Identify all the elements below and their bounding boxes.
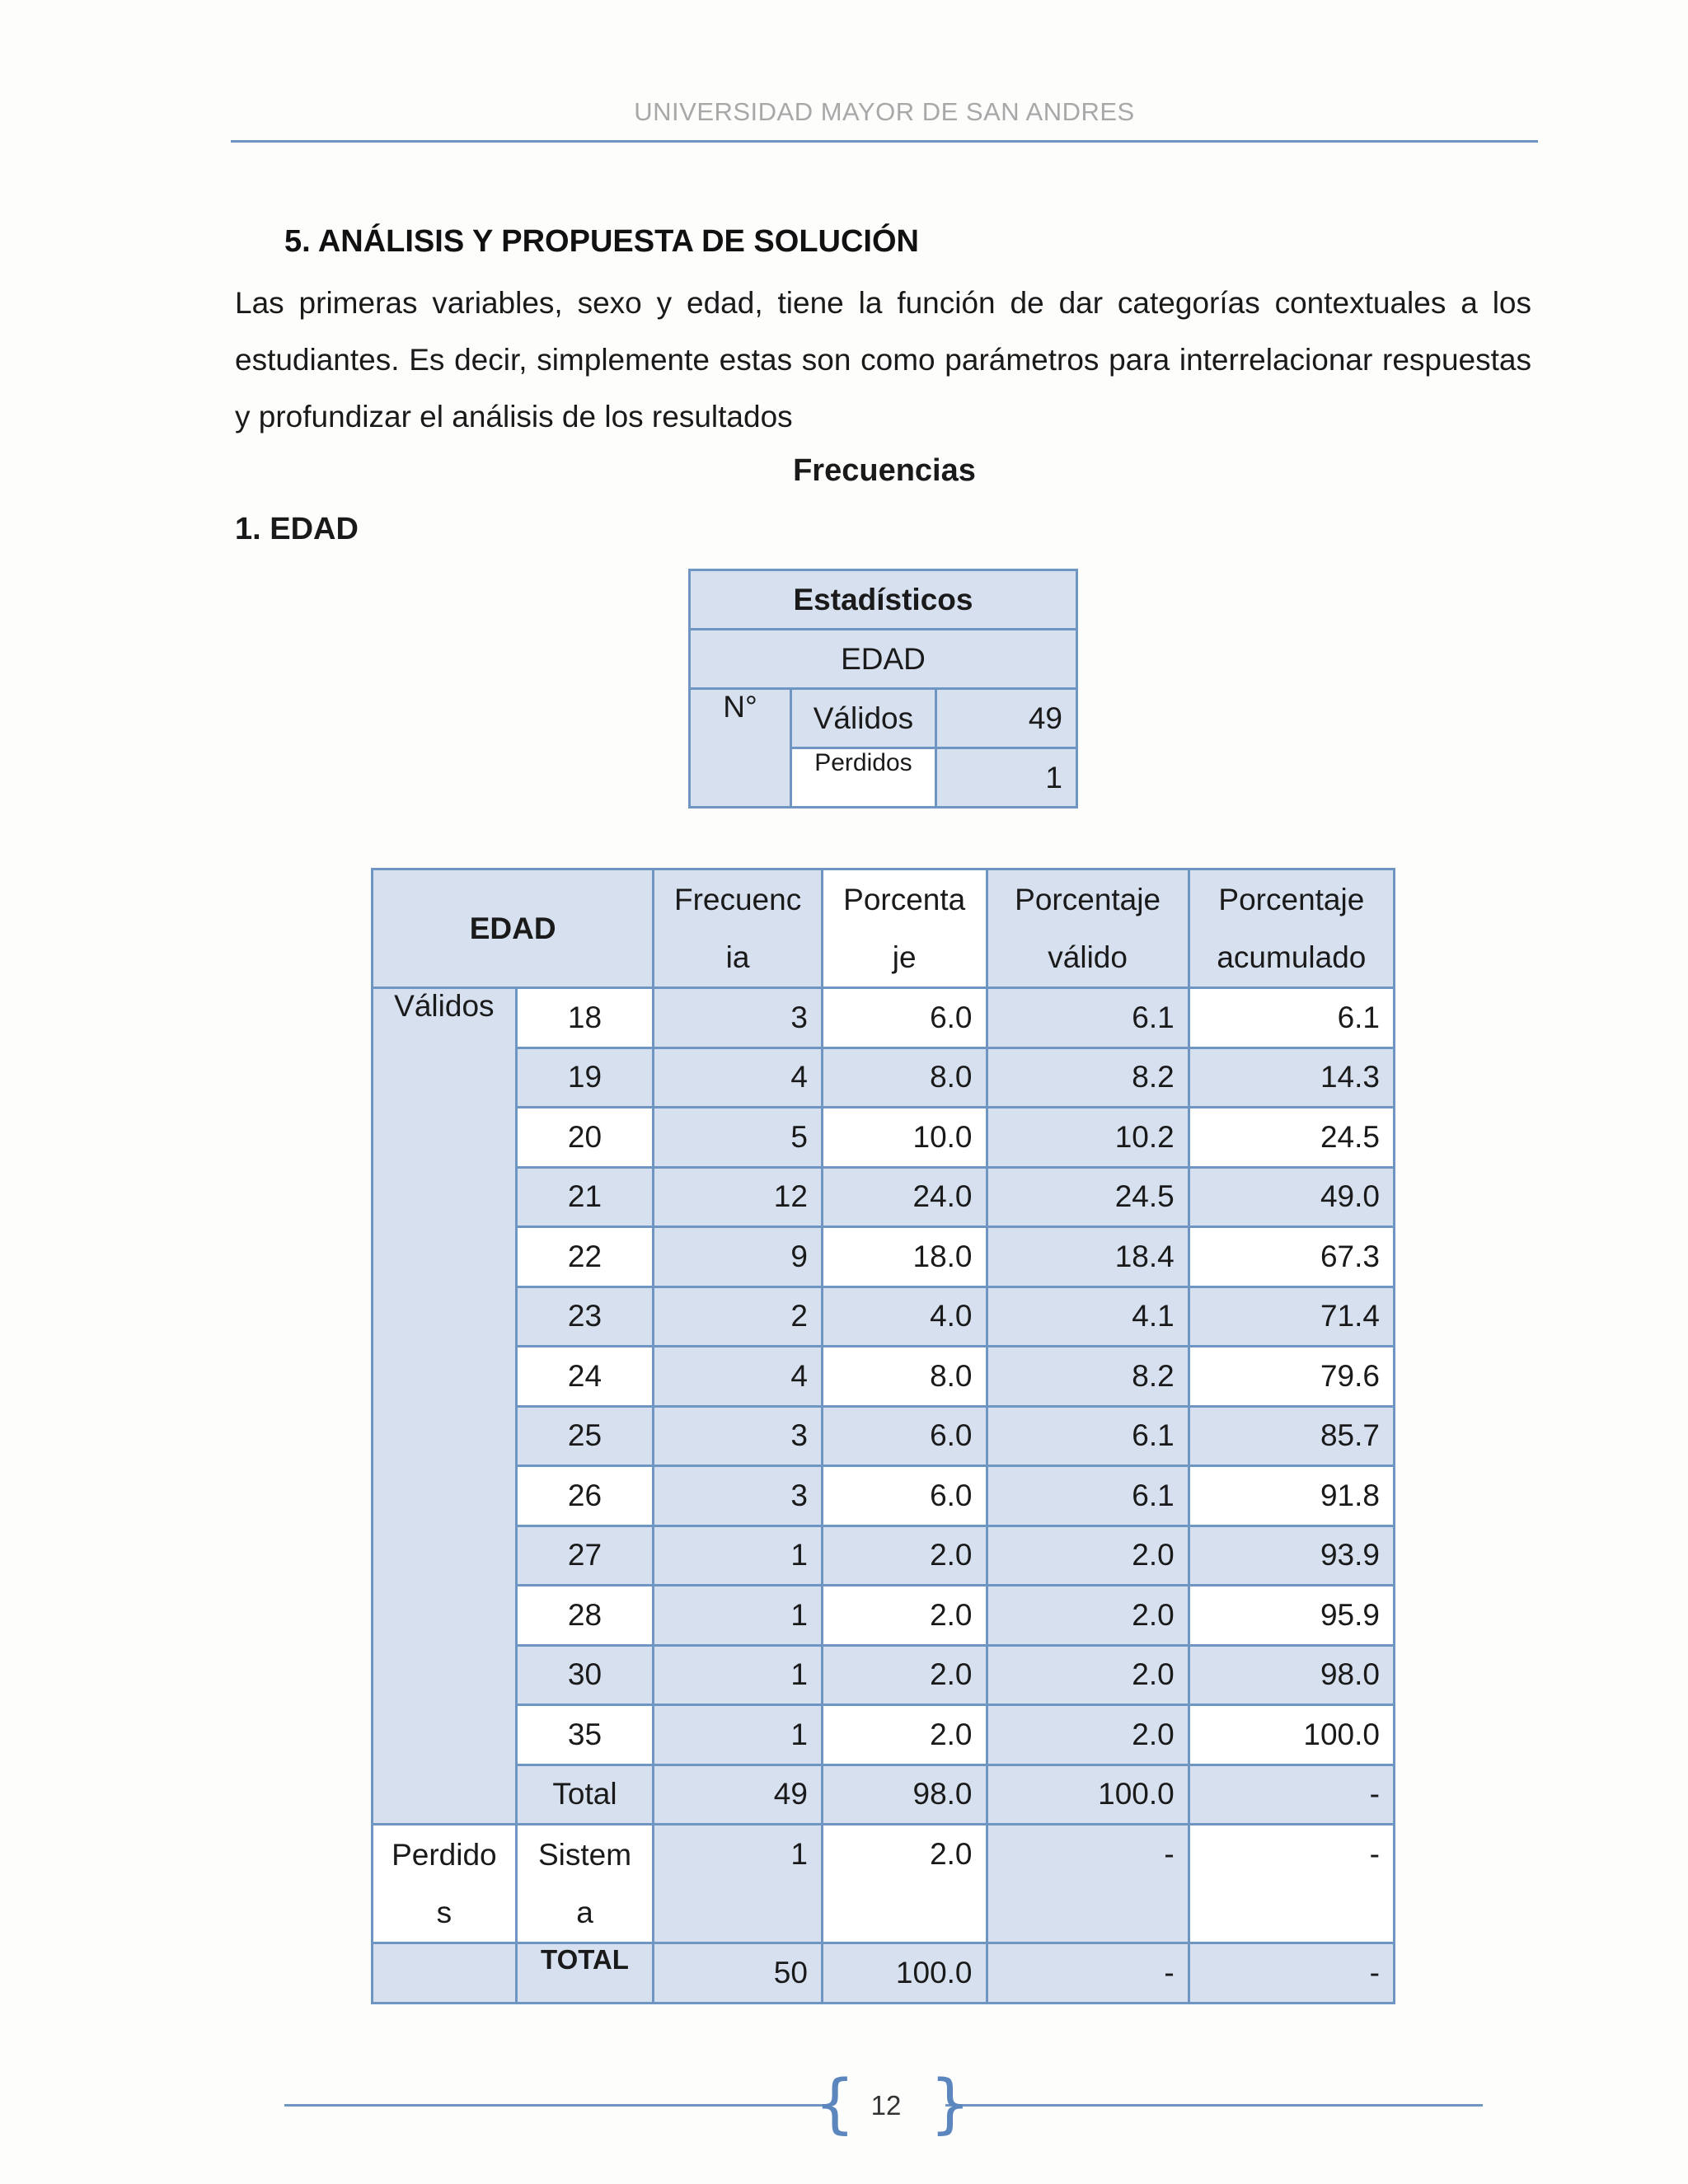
stats-missing-label: Perdidos (791, 748, 936, 808)
table-row (373, 988, 1395, 1048)
stats-variable: EDAD (690, 630, 1077, 689)
cell-valid: 2.0 (987, 1645, 1189, 1705)
cell-freq: 49 (654, 1765, 823, 1825)
cell-freq: 1 (654, 1825, 823, 1943)
cell-freq: 4 (654, 1047, 823, 1108)
cell-freq: 9 (654, 1227, 823, 1287)
cell-age: 30 (516, 1645, 654, 1705)
cell-cum: 14.3 (1189, 1047, 1394, 1108)
header-frecuencia: Frecuenc ia (654, 869, 823, 988)
cell-cum: - (1189, 1943, 1394, 2004)
table-row (373, 1526, 1395, 1586)
cell-pct: 6.0 (822, 1466, 987, 1526)
cell-freq: 5 (654, 1108, 823, 1168)
cell-cum: 91.8 (1189, 1466, 1394, 1526)
cell-age: 24 (516, 1347, 654, 1407)
header-edad: EDAD (373, 869, 654, 988)
stats-missing-value: 1 (935, 748, 1076, 808)
cell-empty (373, 1943, 517, 2004)
cell-freq: 2 (654, 1286, 823, 1347)
cell-cum: 49.0 (1189, 1167, 1394, 1227)
cell-valid: - (987, 1943, 1189, 2004)
right-brace-icon: } (930, 2067, 971, 2141)
edad-frequency-table (371, 868, 1395, 2004)
table-row (373, 1347, 1395, 1407)
cell-valid: 2.0 (987, 1586, 1189, 1646)
cell-valid: - (987, 1825, 1189, 1943)
cell-valid: 6.1 (987, 1406, 1189, 1466)
table-row (373, 1645, 1395, 1705)
cell-cum: 24.5 (1189, 1108, 1394, 1168)
running-header: UNIVERSIDAD MAYOR DE SAN ANDRES (634, 97, 1135, 126)
stats-valid-value: 49 (935, 689, 1076, 748)
edad-title: 1. EDAD (235, 512, 359, 546)
cell-freq: 1 (654, 1586, 823, 1646)
cell-age: 35 (516, 1705, 654, 1765)
table-row (373, 1406, 1395, 1466)
cell-age: 18 (516, 988, 654, 1048)
table-row (373, 1466, 1395, 1526)
left-brace-icon: { (814, 2067, 856, 2141)
cell-cum: - (1189, 1825, 1394, 1943)
missing-row (373, 1825, 1395, 1943)
table-row (373, 1227, 1395, 1287)
cell-valid: 8.2 (987, 1047, 1189, 1108)
stats-n-label: N° (690, 689, 791, 808)
cell-pct: 6.0 (822, 1406, 987, 1466)
cell-freq: 3 (654, 1406, 823, 1466)
cell-age: 25 (516, 1406, 654, 1466)
table-row (373, 1586, 1395, 1646)
cell-pct: 18.0 (822, 1227, 987, 1287)
cell-freq: 4 (654, 1347, 823, 1407)
cell-pct: 2.0 (822, 1825, 987, 1943)
table-row (373, 1167, 1395, 1227)
cell-cum: 93.9 (1189, 1526, 1394, 1586)
section-heading: 5. ANÁLISIS Y PROPUESTA DE SOLUCIÓN (284, 224, 919, 259)
cell-pct: 100.0 (822, 1943, 987, 2004)
cell-pct: 8.0 (822, 1047, 987, 1108)
cell-cum: 67.3 (1189, 1227, 1394, 1287)
footer-rule-right (945, 2104, 1483, 2107)
cell-cum: 100.0 (1189, 1705, 1394, 1765)
cell-pct: 6.0 (822, 988, 987, 1048)
table-row (373, 1047, 1395, 1108)
cell-pct: 98.0 (822, 1765, 987, 1825)
cell-freq: 3 (654, 988, 823, 1048)
cell-valid: 10.2 (987, 1108, 1189, 1168)
cell-age: 19 (516, 1047, 654, 1108)
cell-cum: 98.0 (1189, 1645, 1394, 1705)
intro-paragraph: Las primeras variables, sexo y edad, tiene la función de dar categorías contextuales a los estudiantes. Es decir, simplemente estas son como parámetros para interrelacionar respuestas y profundizar el análisis de los resultados (235, 286, 1531, 434)
cell-total-label: Total (516, 1765, 654, 1825)
statistics-table (688, 569, 1078, 808)
cell-pct: 2.0 (822, 1526, 987, 1586)
group-perdidos: Perdido s (373, 1825, 517, 1943)
total-row (373, 1765, 1395, 1825)
cell-valid: 100.0 (987, 1765, 1189, 1825)
grand-total-row (373, 1943, 1395, 2004)
cell-valid: 6.1 (987, 988, 1189, 1048)
frequencies-title: Frecuencias (793, 453, 976, 488)
cell-valid: 4.1 (987, 1286, 1189, 1347)
table-row (373, 1705, 1395, 1765)
cell-valid: 6.1 (987, 1466, 1189, 1526)
cell-pct: 2.0 (822, 1705, 987, 1765)
header-porcentaje-acumulado: Porcentaje acumulado (1189, 869, 1394, 988)
cell-valid: 18.4 (987, 1227, 1189, 1287)
cell-age: 28 (516, 1586, 654, 1646)
cell-freq: 1 (654, 1645, 823, 1705)
cell-sistema: Sistem a (516, 1825, 654, 1943)
cell-grand-total-label: TOTAL (516, 1943, 654, 2004)
cell-valid: 24.5 (987, 1167, 1189, 1227)
stats-valid-label: Válidos (791, 689, 936, 748)
cell-age: 20 (516, 1108, 654, 1168)
cell-freq: 50 (654, 1943, 823, 2004)
cell-pct: 24.0 (822, 1167, 987, 1227)
header-porcentaje: Porcenta je (822, 869, 987, 988)
cell-cum: 71.4 (1189, 1286, 1394, 1347)
cell-pct: 4.0 (822, 1286, 987, 1347)
cell-freq: 12 (654, 1167, 823, 1227)
header-porcentaje-valido: Porcentaje válido (987, 869, 1189, 988)
cell-age: 23 (516, 1286, 654, 1347)
cell-cum: 95.9 (1189, 1586, 1394, 1646)
cell-valid: 2.0 (987, 1705, 1189, 1765)
table-row (373, 1108, 1395, 1168)
table-row (373, 1286, 1395, 1347)
cell-cum: 85.7 (1189, 1406, 1394, 1466)
cell-freq: 3 (654, 1466, 823, 1526)
group-validos: Válidos (373, 988, 517, 1825)
cell-age: 27 (516, 1526, 654, 1586)
stats-title: Estadísticos (690, 570, 1077, 630)
cell-pct: 10.0 (822, 1108, 987, 1168)
cell-freq: 1 (654, 1705, 823, 1765)
cell-valid: 8.2 (987, 1347, 1189, 1407)
cell-cum: - (1189, 1765, 1394, 1825)
footer-rule-left (284, 2104, 824, 2107)
cell-pct: 2.0 (822, 1645, 987, 1705)
cell-age: 21 (516, 1167, 654, 1227)
cell-pct: 8.0 (822, 1347, 987, 1407)
header-rule (231, 140, 1538, 143)
cell-cum: 6.1 (1189, 988, 1394, 1048)
cell-age: 26 (516, 1466, 654, 1526)
cell-valid: 2.0 (987, 1526, 1189, 1586)
cell-pct: 2.0 (822, 1586, 987, 1646)
page-number: 12 (870, 2090, 902, 2121)
cell-cum: 79.6 (1189, 1347, 1394, 1407)
cell-freq: 1 (654, 1526, 823, 1586)
cell-age: 22 (516, 1227, 654, 1287)
